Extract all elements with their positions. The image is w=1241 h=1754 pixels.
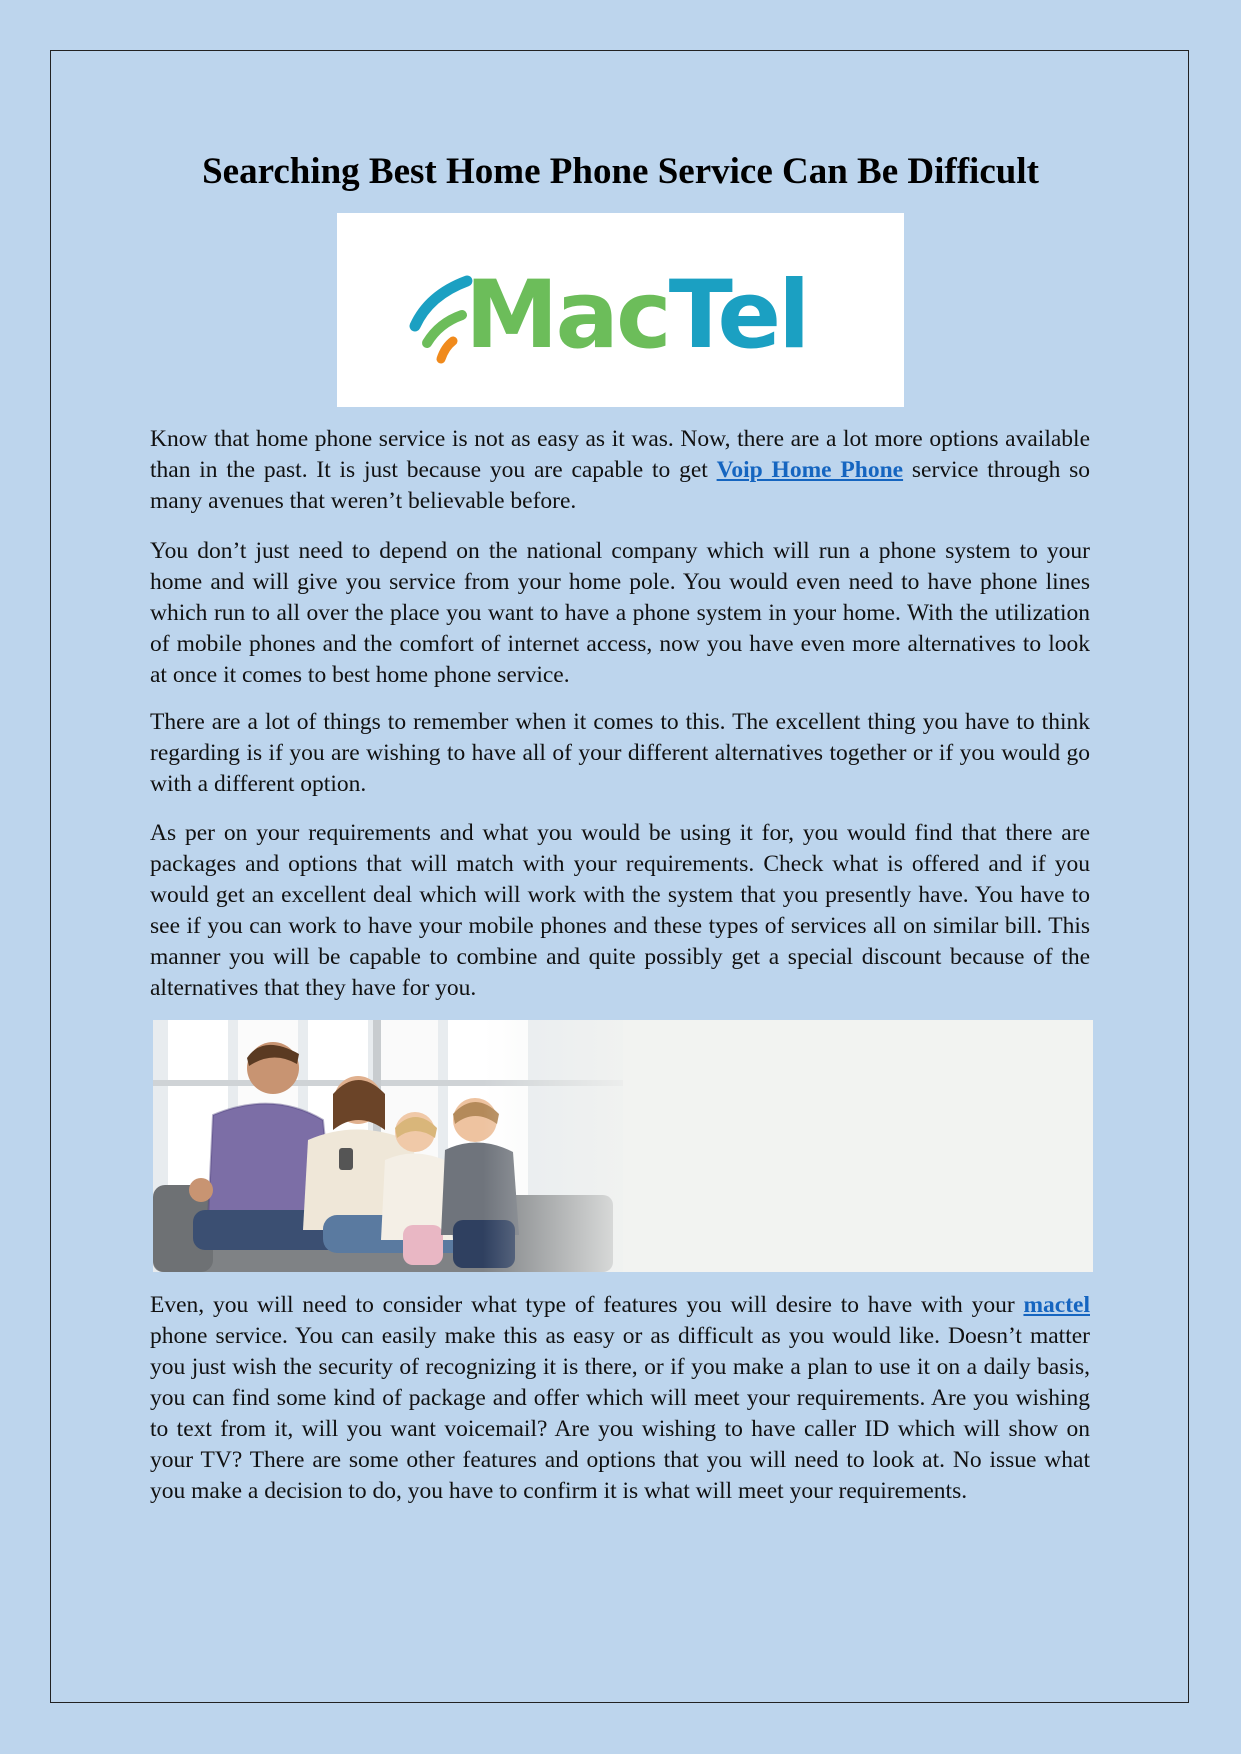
- family-photo: [153, 1020, 1093, 1272]
- document-title: Searching Best Home Phone Service Can Be Difficult: [202, 151, 1039, 192]
- paragraph-1-text-a: Know that home phone service is not as easy as it was. Now, there are a lot more options available than in the past. It is just because you are capable to get: [150, 426, 1090, 483]
- logo-mac-text: Mac: [465, 261, 669, 370]
- paragraph-2: You don’t just need to depend on the national company which will run a phone system to your home and will give you service from your home pole. You would even need to have phone lines which run to all over the place you want to have a phone system in your home. With the utilization of mobile phones and the comfort of internet access, now you have even more alternatives to look at once it comes to best home phone service.: [150, 538, 1090, 688]
- svg-text:MacTel: [465, 261, 807, 370]
- paragraph-4: As per on your requirements and what you would be using it for, you would find that there are packages and options that will match with your requirements. Check what is offered and if you would get an excellent deal which will work with the system that you presently have. You have to see if you can work to have your mobile phones and these types of services all on similar bill. This manner you will be capable to combine and quite possibly get a special discount because of the alternatives that they have for you.: [150, 820, 1090, 1001]
- paragraph-5-text-a: Even, you will need to consider what type of features you will desire to have with your: [150, 1292, 1024, 1318]
- mactel-link[interactable]: mactel: [1023, 1292, 1090, 1318]
- paragraph-1-text-b: service through so many avenues that weren’t believable before.: [150, 457, 1091, 514]
- paragraph-5-text-b: phone service. You can easily make this as easy or as difficult as you would like. Doesn’t matter you just wish the security of recognizing it is there, or if you make a plan to use it on a daily basis, you can find some kind of package and offer which will meet your requirements. Are you wishing to text from it, will you want voicemail? Are you wishing to have caller ID which will show on your TV? There are some other features and options that you will need to look at. No issue what you make a decision to do, you have to confirm it is what will meet your requirements.: [150, 1323, 1090, 1504]
- mactel-logo: [337, 213, 904, 407]
- voip-home-phone-link[interactable]: Voip Home Phone: [716, 457, 904, 483]
- paragraph-3: There are a lot of things to remember when it comes to this. The excellent thing you have to think regarding is if you are wishing to have all of your different alternatives together or if you would go with a different option.: [150, 709, 1090, 797]
- paragraph-5: [150, 1290, 1090, 1507]
- paragraph-1: [150, 424, 1090, 517]
- mactel-logo-icon: [337, 213, 904, 407]
- family-on-couch-photo-icon: [153, 1020, 1093, 1272]
- logo-tel-text: Tel: [668, 261, 808, 370]
